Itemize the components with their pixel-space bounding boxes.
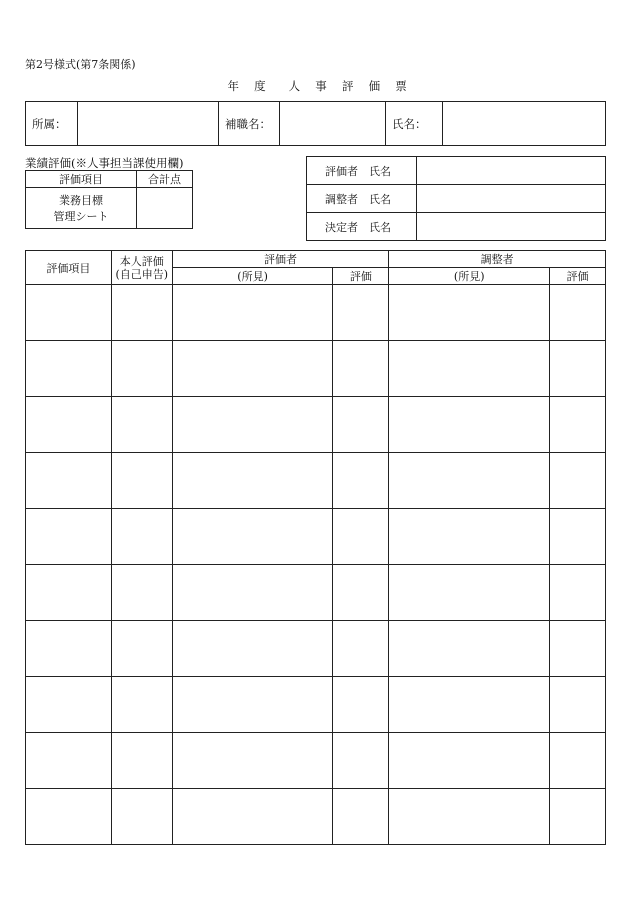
eval-item-cell[interactable] — [26, 397, 112, 453]
table-row — [26, 397, 606, 453]
adjuster-name-field[interactable] — [417, 185, 606, 213]
eval-self-cell[interactable] — [111, 789, 172, 845]
eval-adjuster-rating-cell[interactable] — [550, 733, 606, 789]
eval-evaluator-opinion-cell[interactable] — [172, 285, 333, 341]
evaluation-table — [25, 250, 606, 845]
eval-adjuster-opinion-cell[interactable] — [389, 397, 550, 453]
eval-evaluator-opinion-cell[interactable] — [172, 453, 333, 509]
eval-evaluator-opinion-cell[interactable] — [172, 677, 333, 733]
assistant-title-label: 補職名： — [219, 102, 280, 146]
eval-self-cell[interactable] — [111, 621, 172, 677]
eval-evaluator-opinion-cell[interactable] — [172, 341, 333, 397]
eval-evaluator-rating-cell[interactable] — [333, 509, 389, 565]
performance-heading: 業績評価(※人事担当課使用欄) — [25, 156, 184, 170]
eval-item-cell[interactable] — [26, 453, 112, 509]
eval-adjuster-rating-cell[interactable] — [550, 453, 606, 509]
eval-adjuster-opinion-cell[interactable] — [389, 285, 550, 341]
evaluator-name-field[interactable] — [417, 157, 606, 185]
eval-adjuster-opinion-cell[interactable] — [389, 677, 550, 733]
eval-col-self — [111, 251, 172, 285]
eval-evaluator-rating-cell[interactable] — [333, 397, 389, 453]
eval-self-cell[interactable] — [111, 453, 172, 509]
eval-adjuster-rating-cell[interactable] — [550, 565, 606, 621]
table-row — [26, 677, 606, 733]
eval-self-cell[interactable] — [111, 509, 172, 565]
eval-self-cell[interactable] — [111, 397, 172, 453]
eval-adjuster-rating-cell[interactable] — [550, 789, 606, 845]
table-row — [26, 565, 606, 621]
eval-adjuster-opinion-cell[interactable] — [389, 341, 550, 397]
eval-adjuster-opinion-cell[interactable] — [389, 565, 550, 621]
eval-adjuster-rating-cell[interactable] — [550, 285, 606, 341]
affiliation-label: 所属： — [26, 102, 78, 146]
form-number: 第2号様式(第7条関係) — [25, 58, 136, 71]
evaluation-rows — [26, 285, 606, 845]
signature-table — [306, 156, 606, 241]
table-row — [26, 341, 606, 397]
eval-evaluator-rating-cell[interactable] — [333, 621, 389, 677]
eval-self-cell[interactable] — [111, 565, 172, 621]
eval-evaluator-rating-cell[interactable] — [333, 677, 389, 733]
eval-evaluator-rating-cell[interactable] — [333, 733, 389, 789]
table-row — [26, 453, 606, 509]
eval-evaluator-rating-cell[interactable] — [333, 341, 389, 397]
eval-col-adjuster: 調整者 — [389, 251, 606, 268]
eval-evaluator-opinion-cell[interactable] — [172, 509, 333, 565]
eval-evaluator-opinion-cell[interactable] — [172, 621, 333, 677]
eval-adjuster-rating-header: 評価 — [550, 268, 606, 285]
decider-name-field[interactable] — [417, 213, 606, 241]
eval-item-cell[interactable] — [26, 509, 112, 565]
eval-adjuster-rating-cell[interactable] — [550, 677, 606, 733]
eval-col-evaluator: 評価者 — [172, 251, 389, 268]
eval-adjuster-rating-cell[interactable] — [550, 341, 606, 397]
decider-name-label: 決定者 氏名 — [307, 213, 417, 241]
performance-col-total: 合計点 — [137, 171, 193, 188]
eval-item-cell[interactable] — [26, 341, 112, 397]
eval-col-self-line1: 本人評価 — [119, 254, 164, 268]
eval-evaluator-rating-cell[interactable] — [333, 285, 389, 341]
eval-item-cell[interactable] — [26, 789, 112, 845]
name-field[interactable] — [443, 102, 606, 146]
name-label: 氏名： — [386, 102, 443, 146]
eval-adjuster-rating-cell[interactable] — [550, 509, 606, 565]
eval-evaluator-opinion-cell[interactable] — [172, 397, 333, 453]
eval-item-cell[interactable] — [26, 733, 112, 789]
performance-total-field[interactable] — [137, 188, 193, 229]
eval-adjuster-opinion-cell[interactable] — [389, 733, 550, 789]
eval-adjuster-opinion-header: (所見) — [389, 268, 550, 285]
table-row — [26, 509, 606, 565]
eval-evaluator-rating-cell[interactable] — [333, 565, 389, 621]
eval-item-cell[interactable] — [26, 285, 112, 341]
performance-item-line1: 業務目標 — [59, 194, 103, 207]
table-row — [26, 285, 606, 341]
eval-evaluator-opinion-cell[interactable] — [172, 565, 333, 621]
table-row — [26, 621, 606, 677]
eval-adjuster-rating-cell[interactable] — [550, 397, 606, 453]
eval-evaluator-rating-header: 評価 — [333, 268, 389, 285]
eval-item-cell[interactable] — [26, 621, 112, 677]
table-row — [26, 733, 606, 789]
eval-self-cell[interactable] — [111, 677, 172, 733]
eval-adjuster-rating-cell[interactable] — [550, 621, 606, 677]
eval-evaluator-opinion-header: (所見) — [172, 268, 333, 285]
eval-item-cell[interactable] — [26, 677, 112, 733]
eval-item-cell[interactable] — [26, 565, 112, 621]
eval-col-item: 評価項目 — [26, 251, 112, 285]
form-title: 年 度 人 事 評 価 票 — [227, 79, 413, 93]
header-table — [25, 101, 606, 146]
eval-adjuster-opinion-cell[interactable] — [389, 453, 550, 509]
eval-self-cell[interactable] — [111, 285, 172, 341]
table-row — [26, 789, 606, 845]
affiliation-field[interactable] — [78, 102, 219, 146]
performance-item-line2: 管理シート — [53, 210, 109, 223]
performance-col-item: 評価項目 — [26, 171, 137, 188]
eval-evaluator-opinion-cell[interactable] — [172, 789, 333, 845]
adjuster-name-label: 調整者 氏名 — [307, 185, 417, 213]
eval-self-cell[interactable] — [111, 733, 172, 789]
eval-self-cell[interactable] — [111, 341, 172, 397]
performance-table — [25, 170, 193, 229]
eval-evaluator-rating-cell[interactable] — [333, 789, 389, 845]
eval-evaluator-rating-cell[interactable] — [333, 453, 389, 509]
performance-item-cell — [26, 188, 137, 229]
evaluator-name-label: 評価者 氏名 — [307, 157, 417, 185]
eval-adjuster-opinion-cell[interactable] — [389, 621, 550, 677]
assistant-title-field[interactable] — [280, 102, 386, 146]
eval-adjuster-opinion-cell[interactable] — [389, 789, 550, 845]
eval-adjuster-opinion-cell[interactable] — [389, 509, 550, 565]
eval-evaluator-opinion-cell[interactable] — [172, 733, 333, 789]
eval-col-self-line2: (自己申告) — [115, 267, 169, 281]
